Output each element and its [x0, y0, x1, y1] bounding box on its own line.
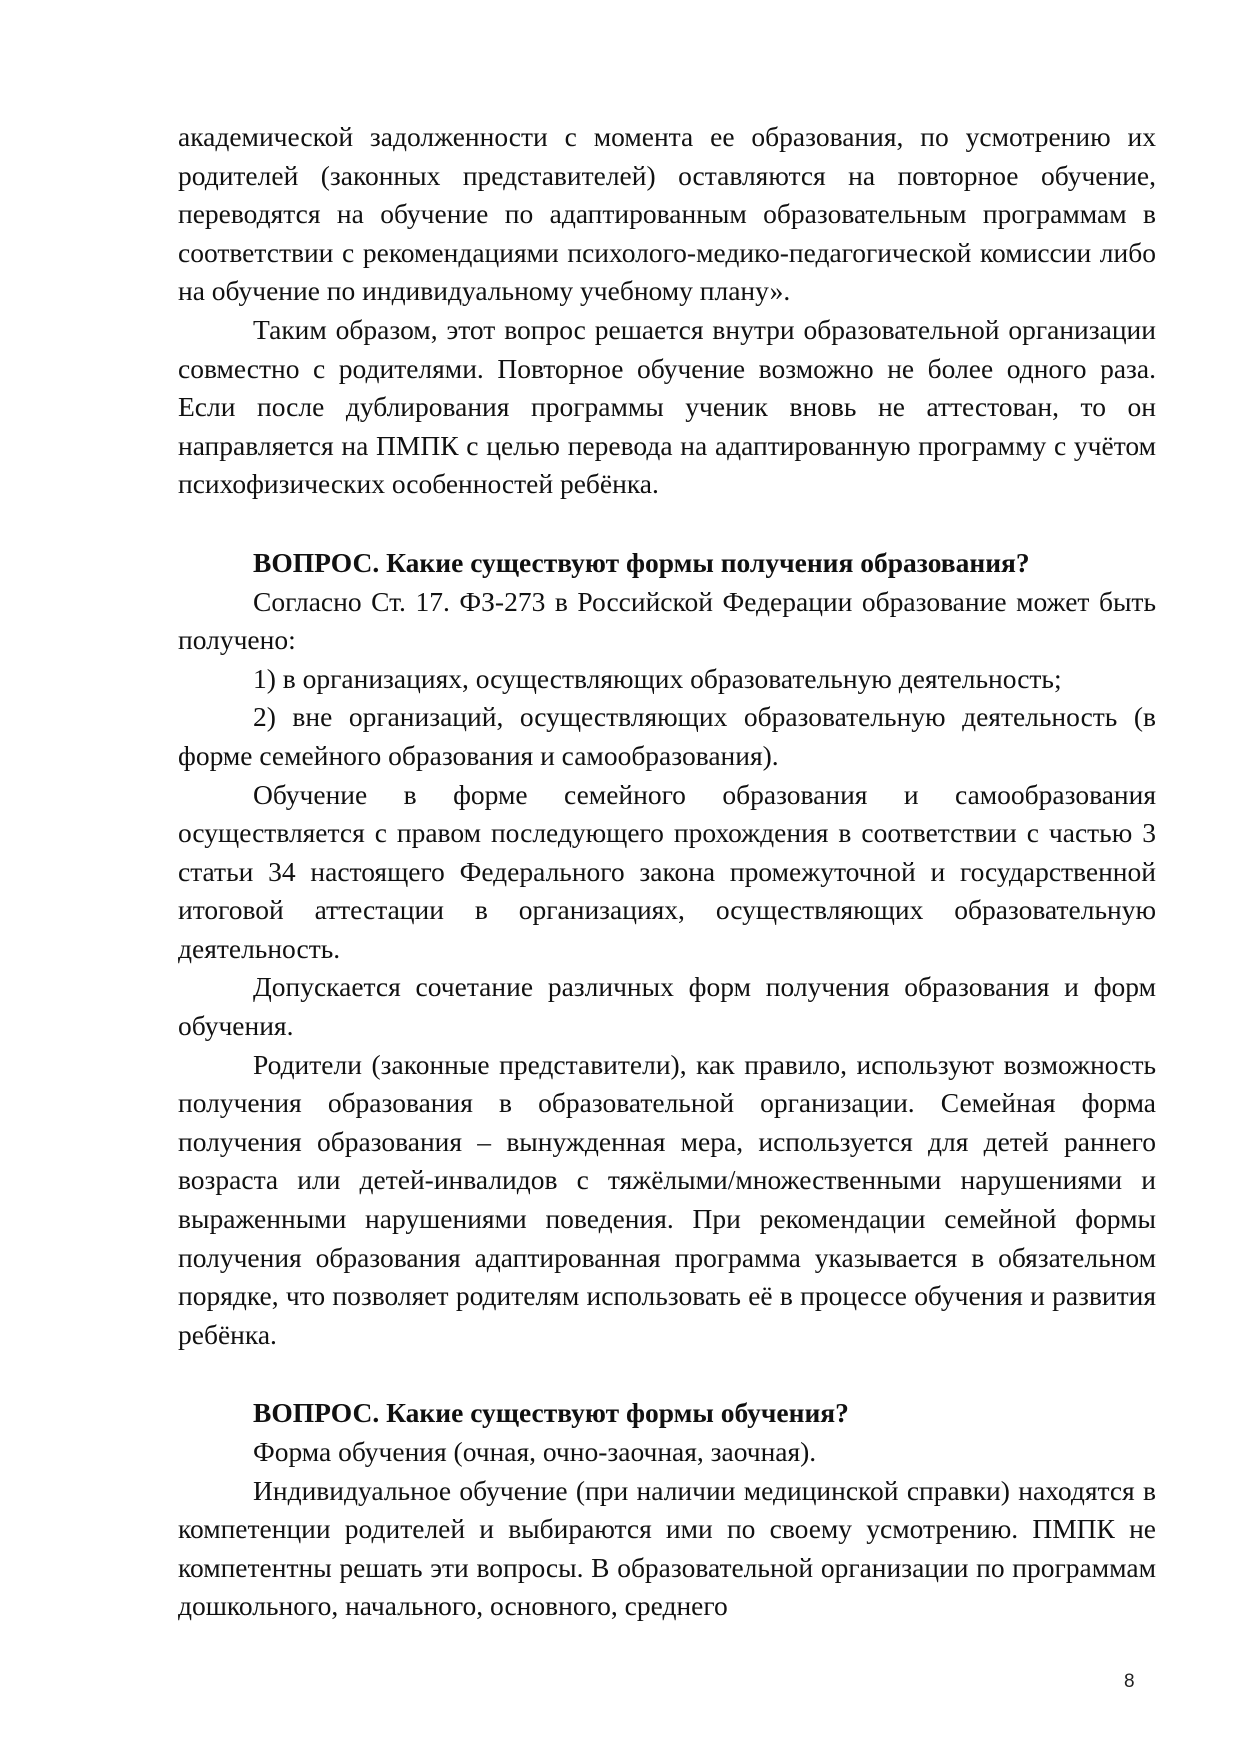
paragraph-law-reference: Согласно Ст. 17. ФЗ-273 в Российской Федерации образование может быть получено: [178, 585, 1156, 656]
list-item-outside-organizations: 2) вне организаций, осуществляющих образовательную деятельность (в форме семейного образования и самообразования). [178, 701, 1156, 771]
section-gap [178, 1354, 1156, 1394]
document-body [178, 118, 1156, 1626]
list-item-in-organizations: 1) в организациях, осуществляющих образовательную деятельность; [253, 662, 1062, 694]
paragraph-parents: Родители (законные представители), как правило, используют возможность получения образования в образовательной организации. Семейная форма получения образования – вынужденная мера, используется для детей раннего возраста или детей-инвалидов с тяжёлыми/множественными нарушениями и выраженными нарушениями поведения. При рекомендации семейной формы получения образования адаптированная программа указывается в обязательном порядке, что позволяет родителям использовать её в процессе обучения и развития ребёнка. [178, 1048, 1156, 1350]
paragraph-study-forms: Форма обучения (очная, очно-заочная, заочная). [253, 1436, 817, 1467]
section-heading-study-forms: ВОПРОС. Какие существуют формы обучения? [253, 1397, 849, 1429]
paragraph-summary: Таким образом, этот вопрос решается внутри образовательной организации совместно с родителями. Повторное обучение возможно не более одного раза. Если после дублирования программы ученик вновь не аттестован, то он направляется на ПМПК с целью перевода на адаптированную программу с учётом психофизических особенностей ребёнка. [178, 313, 1156, 500]
section-heading-education-forms: ВОПРОС. Какие существуют формы получения образования? [253, 546, 1030, 578]
section-gap [178, 504, 1156, 544]
paragraph-family-education: Обучение в форме семейного образования и самообразования осуществляется с правом последующего прохождения в соответствии с частью 3 статьи 34 настоящего Федерального закона промежуточной и государственной итоговой аттестации в организациях, осуществляющих образовательную деятельность. [178, 778, 1156, 964]
page-number: 8 [1124, 1671, 1135, 1692]
paragraph-individual-study: Индивидуальное обучение (при наличии медицинской справки) находятся в компетенции родителей и выбираются ими по своему усмотрению. ПМПК не компетентны решать эти вопросы. В образовательной организации по программам дошкольного, начального, основного, среднего [178, 1474, 1156, 1622]
paragraph-combination: Допускается сочетание различных форм получения образования и форм обучения. [178, 971, 1156, 1042]
paragraph-continuation: академической задолженности с момента ее образования, по усмотрению их родителей (законных представителей) оставляются на повторное обучение, переводятся на обучение по адаптированным образовательным программам в соответствии с рекомендациями психолого-медико-педагогической комиссии либо на обучение по индивидуальному учебному плану». [178, 121, 1156, 307]
